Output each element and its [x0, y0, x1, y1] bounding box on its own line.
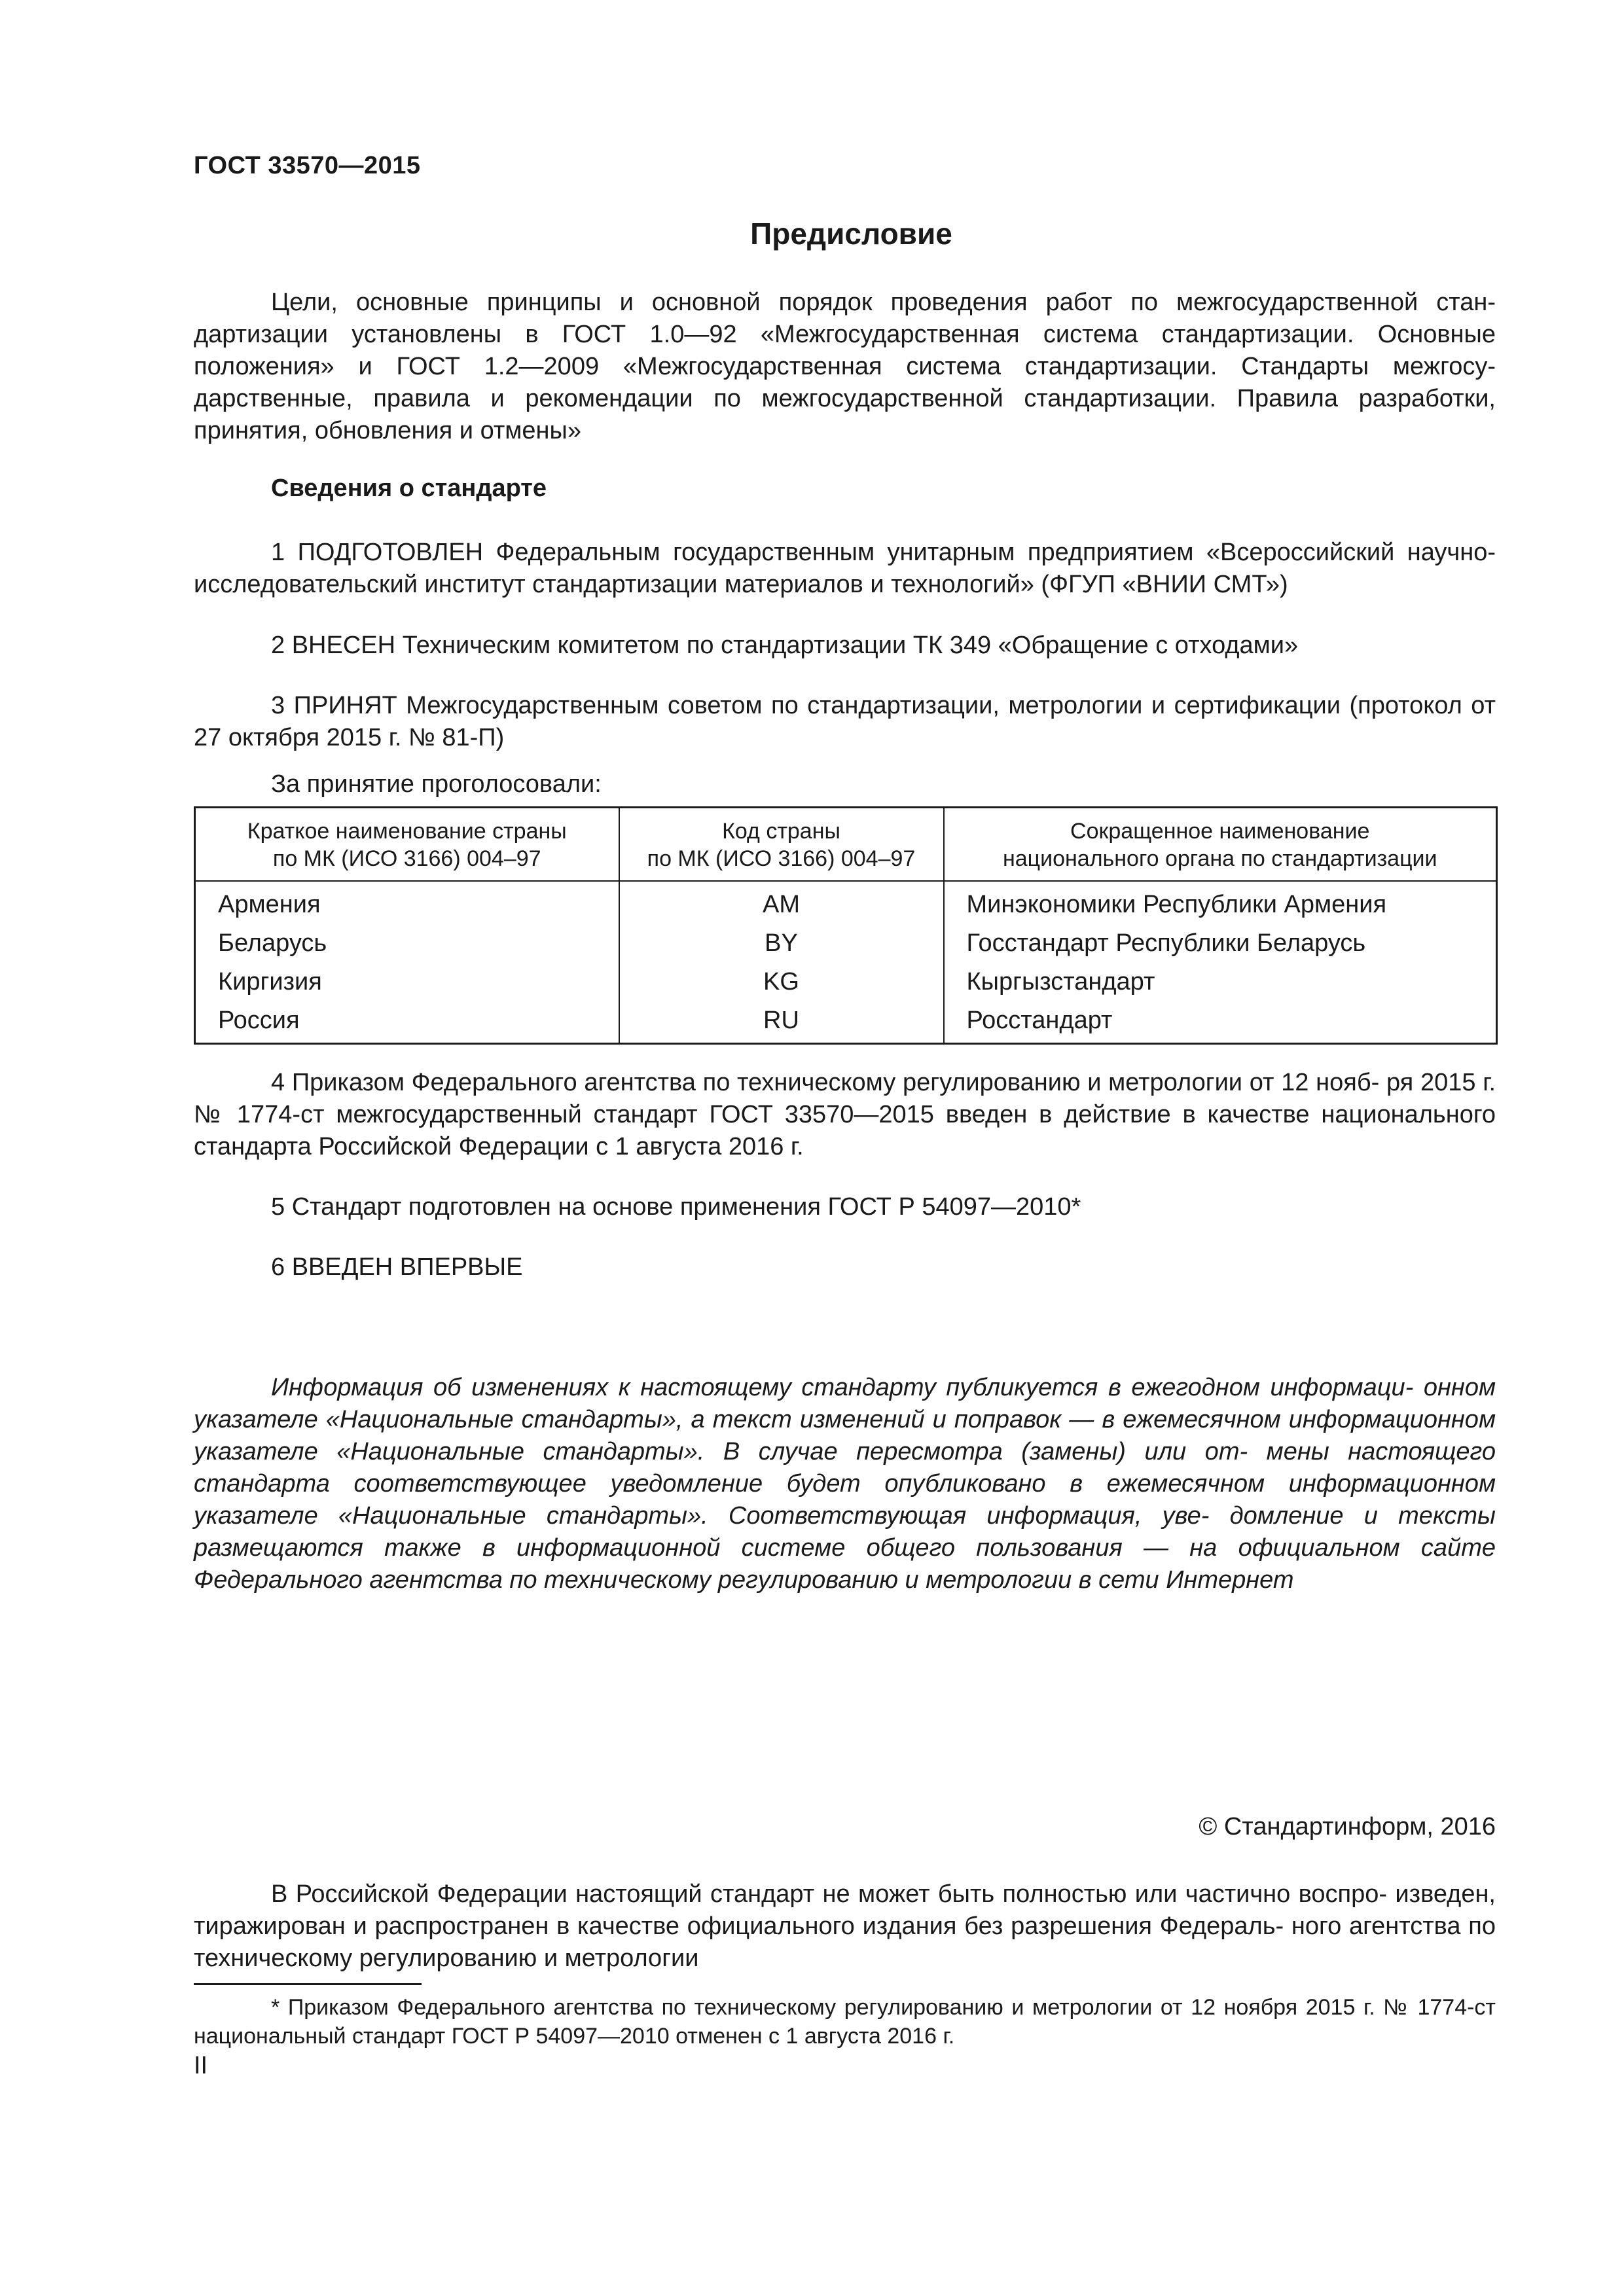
cell-body: Госстандарт Республики Беларусь	[944, 924, 1497, 963]
cell-code: KG	[619, 963, 944, 1001]
cell-code: RU	[619, 1001, 944, 1044]
cell-body: Минэкономики Республики Армения	[944, 881, 1497, 924]
vote-intro: За принятие проголосовали:	[271, 770, 602, 798]
header-country-line1: Краткое наименование страны	[247, 819, 567, 844]
header-country-line2: по МК (ИСО 3166) 004–97	[272, 846, 541, 871]
item-6-introduced: 6 ВВЕДЕН ВПЕРВЫЕ	[271, 1253, 523, 1281]
header-code-line1: Код страны	[722, 819, 840, 844]
table-row	[195, 1001, 1497, 1044]
cell-body: Кыргызстандарт	[944, 963, 1497, 1001]
cell-country: Армения	[195, 881, 619, 924]
cell-code: AM	[619, 881, 944, 924]
intro-paragraph: Цели, основные принципы и основной порядок проведения работ по межгосударственной стан- дартизации установлены в ГОСТ 1.0—92 «Межгосударственная система стандартизации. Основные положения» и ГОСТ 1.2—2009 «Межгосударственная система стандартизации. Стандарты межгосу- дарственные, правила и рекомендации по межгосударственной стандартизации. Правила разработки, принятия, обновления и отмены»	[194, 289, 1496, 444]
header-body	[944, 808, 1497, 882]
document-code: ГОСТ 33570—2015	[194, 152, 421, 179]
votes-table	[194, 806, 1498, 1045]
item-3-adopted: 3 ПРИНЯТ Межгосударственным советом по стандартизации, метрологии и сертификации (протокол от 27 октября 2015 г. № 81-П)	[194, 692, 1496, 751]
cell-country: Киргизия	[195, 963, 619, 1001]
item-4-order: 4 Приказом Федерального агентства по техническому регулированию и метрологии от 12 нояб- ря 2015 г. № 1774-ст межгосударственный стандарт ГОСТ 33570—2015 введен в действие в качестве национального стандарта Российской Федерации с 1 августа 2016 г.	[194, 1069, 1496, 1160]
header-body-line2: национального органа по стандартизации	[1002, 846, 1437, 871]
header-country	[195, 808, 619, 882]
cell-body: Росстандарт	[944, 1001, 1497, 1044]
page-title: Предисловие	[750, 217, 952, 251]
header-body-line1: Сокращенное наименование	[1070, 819, 1370, 844]
table-row	[195, 924, 1497, 963]
header-code	[619, 808, 944, 882]
footnote: * Приказом Федерального агентства по техническому регулированию и метрологии от 12 ноября 2015 г. № 1774-ст национальный стандарт ГОСТ Р 54097—2010 отменен с 1 августа 2016 г.	[194, 1995, 1496, 2049]
page-number: II	[194, 2052, 208, 2079]
header-code-line2: по МК (ИСО 3166) 004–97	[647, 846, 916, 871]
item-5-basis: 5 Стандарт подготовлен на основе применения ГОСТ Р 54097—2010*	[271, 1193, 1081, 1221]
item-1-prepared: 1 ПОДГОТОВЛЕН Федеральным государственным унитарным предприятием «Всероссийский научно-исследовательский институт стандартизации материалов и технологий» (ФГУП «ВНИИ СМТ»)	[194, 539, 1496, 598]
info-heading: Сведения о стандарте	[271, 475, 547, 502]
footnote-divider	[194, 1983, 422, 1985]
item-2-submitted: 2 ВНЕСЕН Техническим комитетом по стандартизации ТК 349 «Обращение с отходами»	[271, 632, 1299, 659]
cell-code: BY	[619, 924, 944, 963]
table-row	[195, 881, 1497, 924]
table-header-row	[195, 808, 1497, 882]
cell-country: Беларусь	[195, 924, 619, 963]
table-row	[195, 963, 1497, 1001]
copyright-notice: © Стандартинформ, 2016	[1199, 1813, 1496, 1840]
cell-country: Россия	[195, 1001, 619, 1044]
changes-info-paragraph: Информация об изменениях к настоящему стандарту публикуется в ежегодном информаци- онном указателе «Национальные стандарты», а текст изменений и поправок — в ежемесячном информационном указателе «Национальные стандарты». В случае пересмотра (замены) или от- мены настоящего стандарта соответствующее уведомление будет опубликовано в ежемесячном информационном указателе «Национальные стандарты». Соответствующая информация, уве- домление и тексты размещаются также в информационной системе общего пользования — на официальном сайте Федерального агентства по техническому регулированию и метрологии в сети Интернет	[194, 1374, 1496, 1594]
reproduction-notice: В Российской Федерации настоящий стандарт не может быть полностью или частично воспро- изведен, тиражирован и распространен в качестве официального издания без разрешения Федераль- ного агентства по техническому регулированию и метрологии	[194, 1880, 1496, 1972]
